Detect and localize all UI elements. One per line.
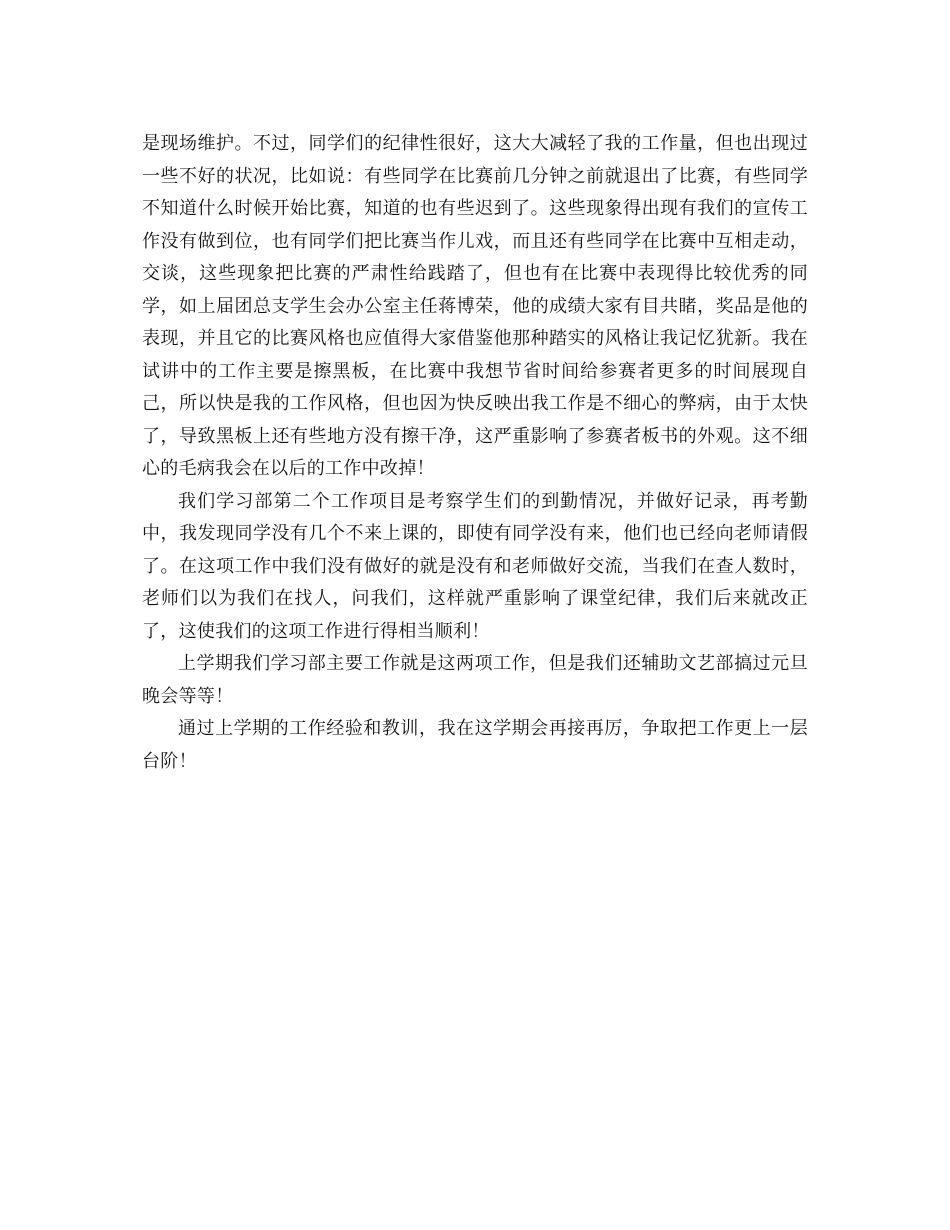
document-page xyxy=(142,128,808,778)
paragraph-1: 是现场维护。不过，同学们的纪律性很好，这大大减轻了我的工作量，但也出现过一些不好的状况，比如说：有些同学在比赛前几分钟之前就退出了比赛，有些同学不知道什么时候开始比赛，知道的也有些迟到了。这些现象得出现有我们的宣传工作没有做到位，也有同学们把比赛当作儿戏，而且还有些同学在比赛中互相走动，交谈，这些现象把比赛的严肃性给践踏了，但也有在比赛中表现得比较优秀的同学，如上届团总支学生会办公室主任蒋博荣，他的成绩大家有目共睹，奖品是他的表现，并且它的比赛风格也应值得大家借鉴他那种踏实的风格让我记忆犹新。我在试讲中的工作主要是擦黑板，在比赛中我想节省时间给参赛者更多的时间展现自己，所以快是我的工作风格，但也因为快反映出我工作是不细心的弊病，由于太快了，导致黑板上还有些地方没有擦干净，这严重影响了参赛者板书的外观。这不细心的毛病我会在以后的工作中改掉！ xyxy=(142,133,808,479)
paragraph-4: 通过上学期的工作经验和教训，我在这学期会再接再厉，争取把工作更上一层台阶！ xyxy=(142,718,808,772)
paragraph-2: 我们学习部第二个工作项目是考察学生们的到勤情况，并做好记录，再考勤中，我发现同学没有几个不来上课的，即使有同学没有来，他们也已经向老师请假了。在这项工作中我们没有做好的就是没有和老师做好交流，当我们在查人数时，老师们以为我们在找人，问我们，这样就严重影响了课堂纪律，我们后来就改正了，这使我们的这项工作进行得相当顺利！ xyxy=(142,490,808,642)
paragraph-3: 上学期我们学习部主要工作就是这两项工作，但是我们还辅助文艺部搞过元旦晚会等等！ xyxy=(142,653,808,707)
